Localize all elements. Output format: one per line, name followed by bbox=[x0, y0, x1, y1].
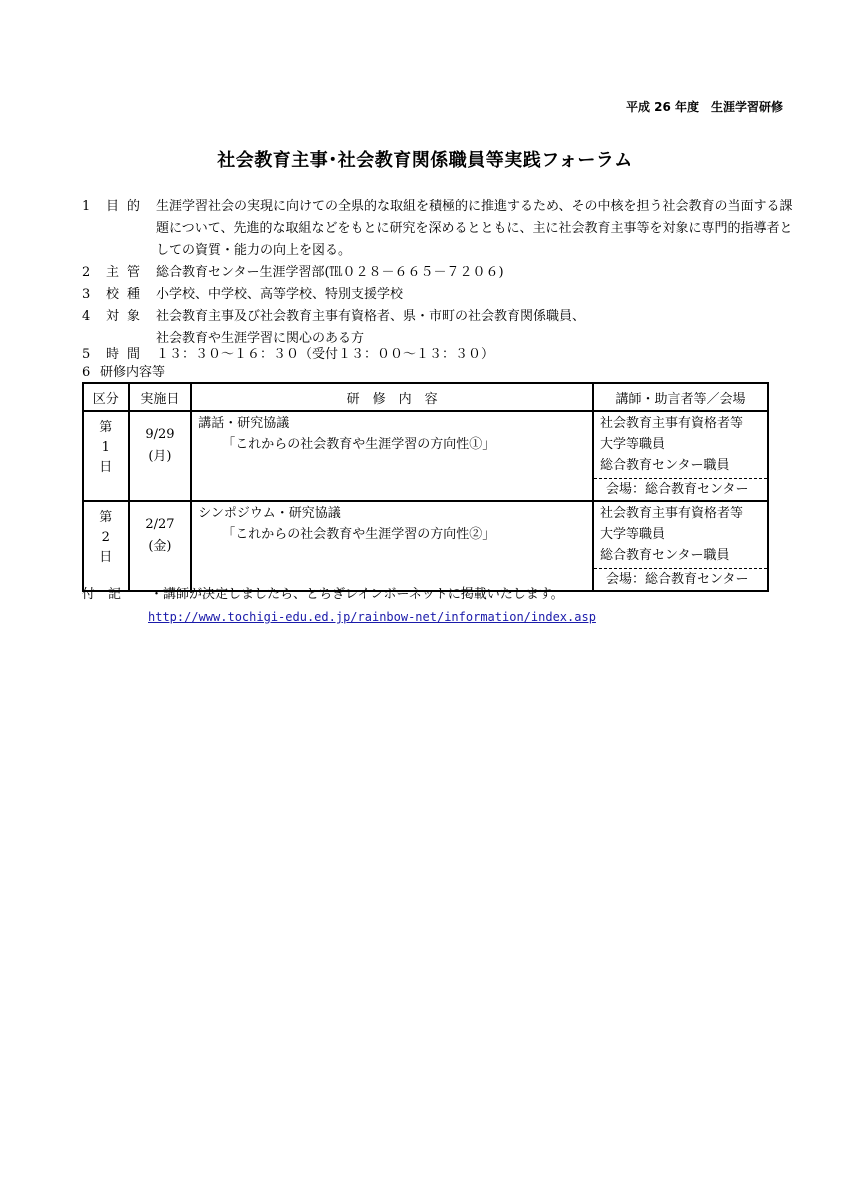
section-text: 総合教育センター生涯学習部(℡０２８－６６５－７２０６) bbox=[156, 265, 504, 280]
instructor-item: 社会教育主事有資格者等 bbox=[600, 506, 744, 521]
appendix-section bbox=[0, 584, 850, 628]
section-text: 生涯学習社会の実現に向けての全県的な取組を積極的に推進するため、その中核を担う社会教育の当面する課題について、先進的な取組などをもとに研究を深めるとともに、主に社会教育主事等を対象に専門的指導者としての資質・能力の向上を図る。 bbox=[156, 199, 793, 258]
section-text: １３：３０～１６：３０（受付１３：００～１３：３０） bbox=[156, 347, 495, 362]
section-number: 4 bbox=[82, 309, 91, 324]
column-header-content: 研 修 内 容 bbox=[191, 383, 593, 411]
day-char: 日 bbox=[99, 550, 113, 565]
section-purpose bbox=[0, 196, 850, 266]
section-label: 時間 bbox=[106, 347, 149, 362]
section-label: 対象 bbox=[106, 309, 149, 324]
instructor-item: 大学等職員 bbox=[600, 527, 666, 542]
instructor-item: 大学等職員 bbox=[600, 437, 666, 452]
content-subtitle: 「これからの社会教育や生涯学習の方向性②」 bbox=[222, 527, 496, 542]
appendix-text: ・講師が決定しましたら、とちぎレインボーネットに掲載いたします。 bbox=[150, 587, 564, 602]
section-number: 2 bbox=[82, 265, 91, 280]
date-value: 9/29 bbox=[145, 427, 175, 442]
section-school-type bbox=[0, 284, 850, 306]
table-header-row bbox=[83, 383, 768, 411]
date-cell bbox=[129, 501, 192, 591]
section-training-content bbox=[0, 362, 850, 384]
venue-label: 会場：総合教育センター bbox=[594, 478, 767, 500]
section-number: 5 bbox=[82, 347, 91, 362]
day-number: 2 bbox=[101, 530, 110, 545]
section-label: 主管 bbox=[106, 265, 149, 280]
weekday-value: (月) bbox=[148, 449, 172, 464]
instructor-item: 社会教育主事有資格者等 bbox=[600, 416, 744, 431]
content-subtitle: 「これからの社会教育や生涯学習の方向性①」 bbox=[222, 437, 496, 452]
day-char: 第 bbox=[99, 420, 113, 435]
section-label: 目的 bbox=[106, 199, 149, 214]
table-row bbox=[83, 501, 768, 591]
section-number: 6 bbox=[82, 365, 91, 380]
content-title: シンポジウム・研究協議 bbox=[198, 506, 341, 521]
table-row bbox=[83, 411, 768, 501]
content-cell bbox=[191, 411, 593, 501]
instructor-cell bbox=[593, 501, 768, 591]
header-right-label: 平成 26 年度 生涯学習研修 bbox=[626, 100, 784, 114]
instructor-cell bbox=[593, 411, 768, 501]
column-header-instructors: 講師・助言者等／会場 bbox=[593, 383, 768, 411]
rainbow-net-link[interactable]: http://www.tochigi-edu.ed.jp/rainbow-net/information/index.asp bbox=[148, 610, 596, 624]
appendix-label: 付 記 bbox=[82, 587, 122, 602]
day-cell bbox=[83, 501, 129, 591]
day-number: 1 bbox=[101, 440, 110, 455]
page-title: 社会教育主事･社会教育関係職員等実践フォーラム bbox=[217, 150, 633, 171]
content-title: 講話・研究協議 bbox=[198, 416, 290, 431]
section-label: 研修内容等 bbox=[100, 365, 166, 380]
date-cell bbox=[129, 411, 192, 501]
instructor-item: 総合教育センター職員 bbox=[600, 458, 730, 473]
weekday-value: (金) bbox=[148, 539, 172, 554]
venue-label: 会場：総合教育センター bbox=[594, 568, 767, 590]
section-text: 社会教育主事及び社会教育主事有資格者、県・市町の社会教育関係職員、 bbox=[156, 309, 586, 324]
section-text-line2: 社会教育や生涯学習に関心のある方 bbox=[156, 331, 365, 346]
day-char: 第 bbox=[99, 510, 113, 525]
section-number: 1 bbox=[82, 199, 91, 214]
content-cell bbox=[191, 501, 593, 591]
section-organizer bbox=[0, 262, 850, 284]
column-header-date: 実施日 bbox=[129, 383, 192, 411]
section-text: 小学校、中学校、高等学校、特別支援学校 bbox=[156, 287, 404, 302]
column-header-category: 区分 bbox=[83, 383, 129, 411]
date-value: 2/27 bbox=[145, 517, 175, 532]
day-char: 日 bbox=[99, 460, 113, 475]
section-number: 3 bbox=[82, 287, 91, 302]
day-cell bbox=[83, 411, 129, 501]
instructor-item: 総合教育センター職員 bbox=[600, 548, 730, 563]
section-label: 校種 bbox=[106, 287, 149, 302]
schedule-table bbox=[82, 382, 769, 592]
